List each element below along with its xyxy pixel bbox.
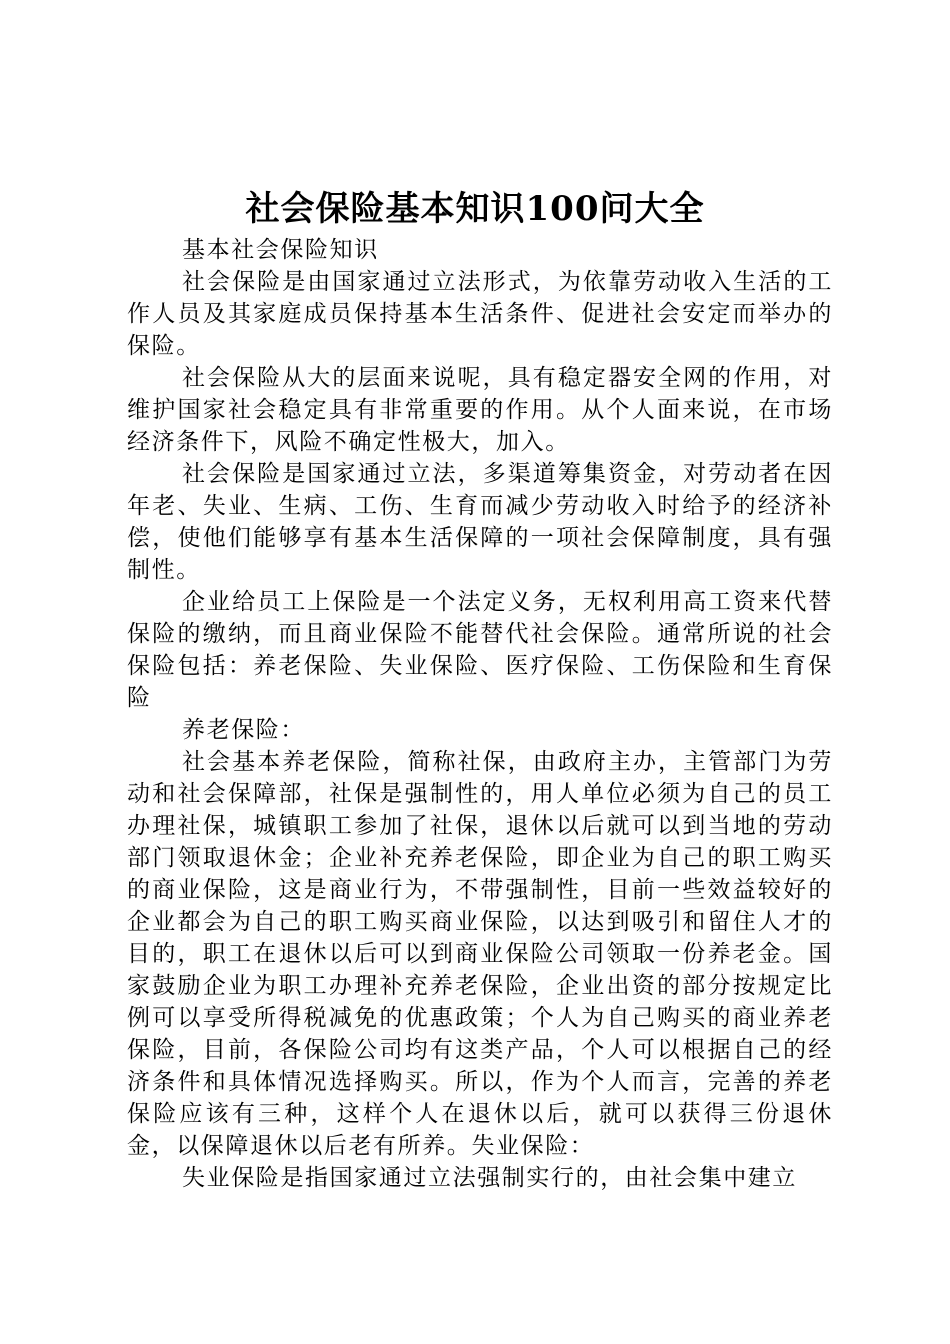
paragraph-unemployment: 失业保险是指国家通过立法强制实行的，由社会集中建立 [182,1165,797,1191]
document-body [127,234,833,1194]
paragraph-legislation: 社会保险是国家通过立法，多渠道筹集资金，对劳动者在因年老、失业、生病、工伤、生育而减少劳动收入时给予的经济补偿，使他们能够享有基本生活保障的一项社会保障制度，具有强制性。 [127,461,833,583]
paragraph-heading-basic-knowledge: 基本社会保险知识 [182,237,379,263]
paragraph-employer-duty: 企业给员工上保险是一个法定义务，无权利用高工资来代替保险的缴纳，而且商业保险不能替代社会保险。通常所说的社会保险包括：养老保险、失业保险、医疗保险、工伤保险和生育保险 [127,589,833,711]
document-title: 社会保险基本知识100问大全 [245,189,705,229]
paragraph-definition: 社会保险是由国家通过立法形式，为依靠劳动收入生活的工作人员及其家庭成员保持基本生活条件、促进社会安定而举办的保险。 [127,269,833,359]
paragraph-heading-pension: 养老保险： [182,717,305,743]
paragraph-pension-details: 社会基本养老保险，简称社保，由政府主办，主管部门为劳动和社会保障部，社保是强制性的，用人单位必须为自己的员工办理社保，城镇职工参加了社保，退休以后就可以到当地的劳动部门领取退休金；企业补充养老保险，即企业为自己的职工购买的商业保险，这是商业行为，不带强制性，目前一些效益较好的企业都会为自己的职工购买商业保险，以达到吸引和留住人才的目的，职工在退休以后可以到商业保险公司领取一份养老金。国家鼓励企业为职工办理补充养老保险，企业出资的部分按规定比例可以享受所得税减免的优惠政策；个人为自己购买的商业养老保险，目前，各保险公司均有这类产品，个人可以根据自己的经济条件和具体情况选择购买。所以，作为个人而言，完善的养老保险应该有三种，这样个人在退休以后，就可以获得三份退休金，以保障退休以后老有所养。失业保险： [127,749,833,1159]
paragraph-macro-role: 社会保险从大的层面来说呢，具有稳定器安全网的作用，对维护国家社会稳定具有非常重要的作用。从个人面来说，在市场经济条件下，风险不确定性极大，加入。 [127,365,833,455]
